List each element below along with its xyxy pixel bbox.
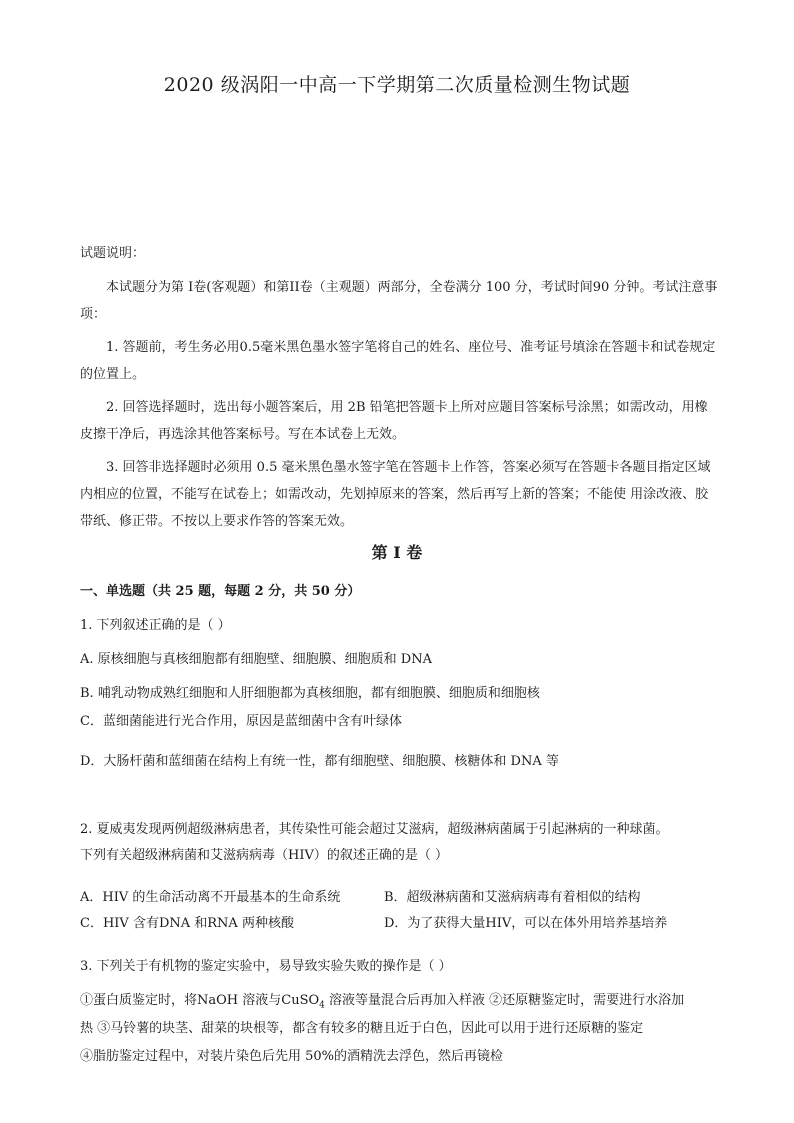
instruction-item-1: 1. 答题前，考生务必用0.5毫米黑色墨水签字笔将自己的姓名、座位号、准考证号填涂在答题卡和试卷规定的位置上。: [80, 340, 716, 382]
question-3-line-1-part-b: 溶液等量混合后再加入样液 ②还原糖鉴定时，需要进行水浴加: [324, 993, 685, 1008]
question-2-stem-line2: 下列有关超级淋病菌和艾滋病病毒（HIV）的叙述正确的是（ ）: [80, 848, 448, 863]
part1-heading: 一、单选题（共 25 题，每题 2 分，共 50 分）: [80, 584, 361, 599]
instructions-heading: 试题说明：: [80, 246, 146, 261]
instruction-item-2: 2. 回答选择题时，选出每小题答案后，用 2B 铅笔把答题卡上所对应题目答案标号涂黑；如需改动，用橡皮擦干净后，再选涂其他答案标号。写在本试卷上无效。: [80, 400, 708, 442]
question-1-option-d: D．大肠杆菌和蓝细菌在结构上有统一性，都有细胞壁、细胞膜、核糖体和 DNA 等: [80, 754, 559, 769]
question-3-subscript: 4: [319, 1000, 325, 1011]
question-3-line-1-part-a: ①蛋白质鉴定时，将NaOH 溶液与CuSO: [80, 993, 320, 1008]
exam-title: 2020 级涡阳一中高一下学期第二次质量检测生物试题: [163, 74, 631, 96]
question-3-line-3: ④脂肪鉴定过程中，对装片染色后先用 50%的酒精洗去浮色，然后再镜检: [80, 1049, 504, 1064]
question-2-option-a: A．HIV 的生命活动离不开最基本的生命系统: [80, 890, 341, 905]
instructions-intro: 本试题分为第 I卷(客观题）和第II卷（主观题）两部分，全卷满分 100 分，考试时间90 分钟。考试注意事项：: [80, 280, 718, 322]
question-3-stem: 3. 下列关于有机物的鉴定实验中，易导致实验失败的操作是（ ）: [80, 959, 452, 974]
question-2-option-b: B．超级淋病菌和艾滋病病毒有着相似的结构: [384, 890, 641, 905]
question-1-stem: 1. 下列叙述正确的是（ ）: [80, 618, 231, 633]
question-1-option-c: C．蓝细菌能进行光合作用，原因是蓝细菌中含有叶绿体: [80, 714, 402, 729]
question-3-line-2: 热 ③马铃薯的块茎、甜菜的块根等，都含有较多的糖且近于白色，因此可以用于进行还原糖的鉴定: [80, 1021, 644, 1036]
instruction-item-3: 3. 回答非选择题时必须用 0.5 毫米黑色墨水签字笔在答题卡上作答，答案必须写在答题卡各题目指定区域内相应的位置，不能写在试卷上；如需改动，先划掉原来的答案，然后再写上新的答案；不能使 用涂改液、胶带纸、修正带。不按以上要求作答的答案无效。: [80, 460, 711, 529]
question-1-option-b: B. 哺乳动物成熟红细胞和人肝细胞都为真核细胞，都有细胞膜、细胞质和细胞核: [80, 686, 540, 701]
section-title: 第 I 卷: [371, 543, 423, 562]
question-2-stem-line1: 2. 夏威夷发现两例超级淋病患者，其传染性可能会超过艾滋病，超级淋病菌属于引起淋病的一种球菌。: [80, 822, 669, 837]
question-1-option-a: A. 原核细胞与真核细胞都有细胞壁、细胞膜、细胞质和 DNA: [80, 652, 432, 667]
question-2-option-c: C．HIV 含有DNA 和RNA 两种核酸: [80, 916, 294, 931]
question-2-option-d: D．为了获得大量HIV，可以在体外用培养基培养: [384, 916, 668, 931]
